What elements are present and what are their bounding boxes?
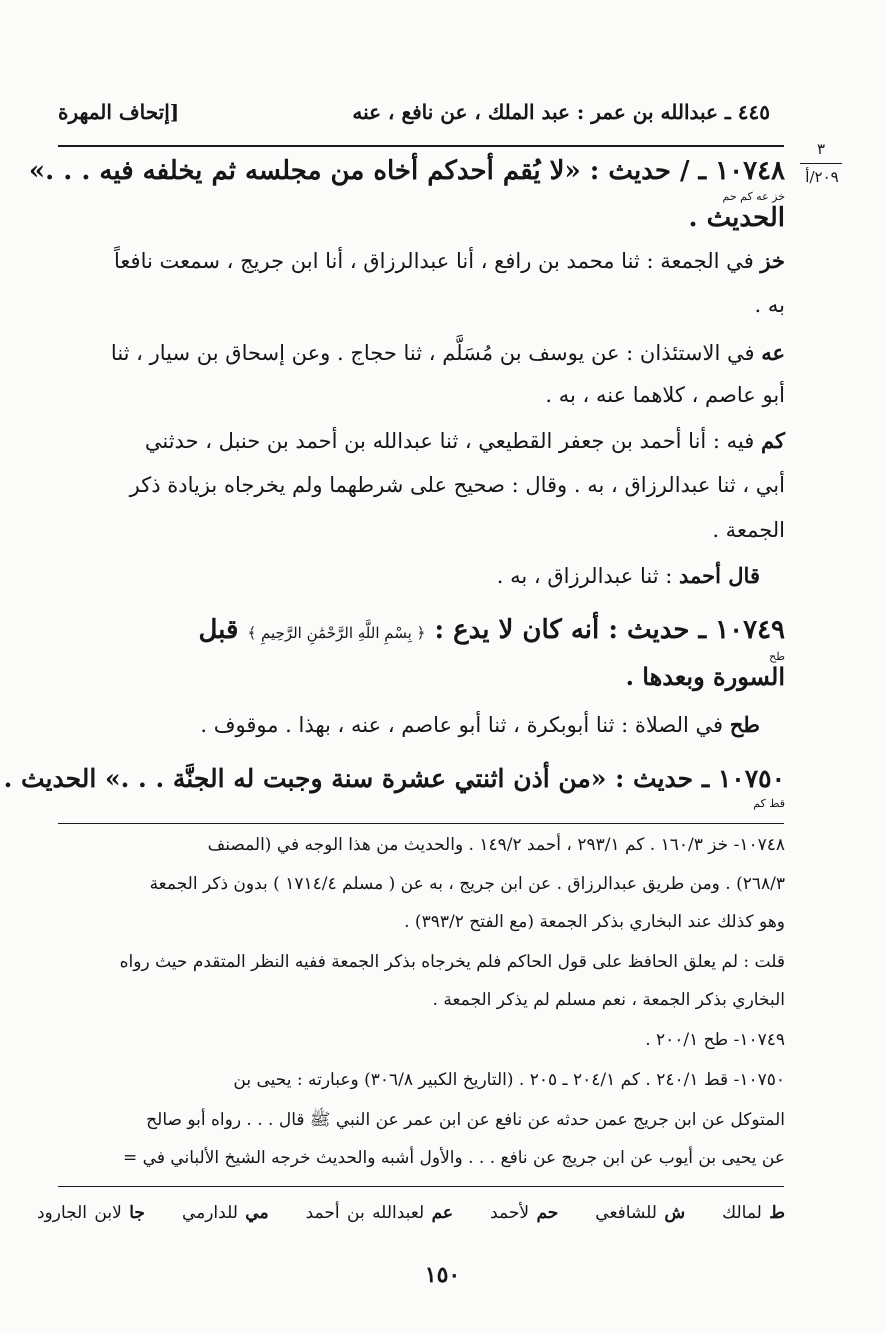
title-text: قبل — [198, 615, 239, 645]
text-line: فيه : أنا أحمد بن جعفر القطيعي ، ثنا عبدالله بن أحمد بن حنبل ، حدثني — [144, 429, 755, 453]
text-line: به . — [754, 293, 785, 317]
source-code: كم — [761, 428, 785, 453]
entry-10748-sigla: خز عه كم حم — [722, 190, 785, 203]
footnote-line: المتوكل عن ابن جريج عمن حدثه عن نافع عن ابن عمر عن النبي ﷺ قال . . . رواه أبو صالح — [146, 1110, 785, 1130]
footnote-line: ١٠٧٤٨- خز ١٦٠/٣ . كم ٢٩٣/١ ، أحمد ١٤٩/٢ . والحديث من هذا الوجه في (المصنف — [207, 835, 785, 855]
abbr-item: جا لابن الجارود — [36, 1203, 145, 1223]
entry-10749-title-cont: السورة وبعدها . — [625, 662, 785, 691]
footnote-line: قلت : لم يعلق الحافظ على قول الحاكم فلم يخرجاه بذكر الجمعة ففيه النظر المتقدم حيث رواه — [119, 952, 785, 972]
header-book-title: [إتحاف المهرة — [58, 100, 180, 124]
footnote-line: ١٠٧٥٠- قط ٢٤٠/١ . كم ٢٠٤/١ ـ ٢٠٥ . (التاريخ الكبير ٣٠٦/٨) وعبارته : يحيى بن — [233, 1070, 785, 1090]
text-line: في الصلاة : ثنا أبوبكرة ، ثنا أبو عاصم ، عنه ، بهذا . موقوف . — [200, 713, 724, 737]
footnote-line: البخاري بذكر الجمعة ، نعم مسلم لم يذكر الجمعة . — [432, 990, 785, 1010]
basmala: ﴿ بِسْمِ اللَّهِ الرَّحْمَٰنِ الرَّحِيمِ ﴾ — [247, 624, 426, 642]
source-code: طح — [729, 712, 760, 737]
margin-manuscript-ref-top: ٣ — [816, 140, 826, 158]
text-line: الجمعة . — [712, 518, 785, 542]
page-number: ١٥٠ — [424, 1262, 461, 1288]
source-code: عه — [761, 340, 785, 365]
footnote-line: ٢٦٨/٣) . ومن طريق عبدالرزاق . عن ابن جريج ، به عن ( مسلم ١٧١٤/٤ ) بدون ذكر الجمعة — [149, 874, 785, 894]
text-line: : ثنا عبدالرزاق ، به . — [496, 564, 673, 588]
entry-10748-para-km — [145, 428, 785, 453]
entry-10748-para-khz — [114, 248, 785, 273]
abbr-item: مي للدارمي — [181, 1203, 269, 1223]
entry-10748-title-cont: الحديث . — [688, 203, 785, 233]
text-line: أبي ، ثنا عبدالرزاق ، به . وقال : صحيح على شرطهما ولم يخرجاه بزيادة ذكر — [129, 473, 785, 497]
title-text: ١٠٧٤٩ ـ حديث : أنه كان لا يدع : — [434, 615, 785, 645]
footnote-line: وهو كذلك عند البخاري بذكر الجمعة (مع الفتح ٣٩٣/٢) . — [404, 912, 785, 932]
abbreviations-key — [37, 1203, 785, 1223]
text-line: في الجمعة : ثنا محمد بن رافع ، أنا عبدالرزاق ، أنا ابن جريج ، سمعت نافعاً — [114, 249, 754, 273]
entry-10749-para-th — [200, 712, 760, 737]
footnote-rule — [58, 823, 784, 824]
entry-10748-title: ١٠٧٤٨ ـ / حديث : «لا يُقم أحدكم أخاه من مجلسه ثم يخلفه فيه . . .» — [28, 156, 785, 186]
entry-10749-title — [198, 615, 785, 645]
entry-10748-para-ah — [111, 340, 785, 365]
entry-10749-sigla: طح — [769, 650, 785, 663]
footnote-line: عن يحيى بن أيوب عن ابن جريج عن نافع . . . والأول أشبه والحديث خرجه الشيخ الألباني في = — [123, 1148, 785, 1168]
header-rule — [58, 145, 784, 147]
text-line: أبو عاصم ، كلاهما عنه ، به . — [545, 383, 785, 407]
margin-manuscript-ref-bottom: ٢٠٩/أ — [805, 168, 839, 186]
header-chapter-title: ٤٤٥ ـ عبدالله بن عمر : عبد الملك ، عن نافع ، عنه — [352, 100, 770, 124]
footnote-line: ١٠٧٤٩- طح ٢٠٠/١ . — [645, 1030, 785, 1050]
margin-rule — [800, 163, 842, 164]
abbr-item: ش للشافعي — [595, 1203, 686, 1223]
source-code: خز — [760, 248, 785, 273]
abbr-item: عم لعبدالله بن أحمد — [305, 1203, 454, 1223]
abbr-item: ط لمالك — [722, 1203, 785, 1223]
source-code: قال أحمد — [679, 563, 760, 588]
abbreviations-rule — [58, 1186, 784, 1187]
entry-10748-para-ahmad — [497, 563, 760, 588]
entry-10750-sigla: قط كم — [753, 797, 785, 810]
entry-10750-title: ١٠٧٥٠ ـ حديث : «من أذن اثنتي عشرة سنة وجبت له الجنَّة . . .» الحديث . — [3, 764, 785, 793]
abbr-item: حم لأحمد — [490, 1203, 559, 1223]
text-line: في الاستئذان : عن يوسف بن مُسَلَّم ، ثنا حجاج . وعن إسحاق بن سيار ، ثنا — [110, 341, 755, 365]
